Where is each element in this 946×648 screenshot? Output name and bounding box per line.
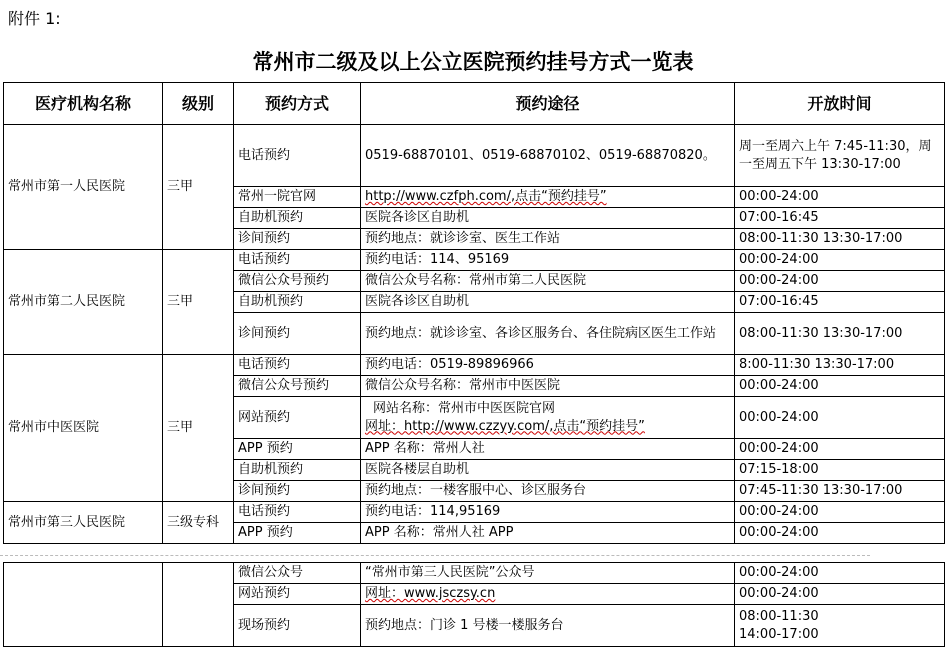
time-cell: 00:00-24:00 bbox=[735, 502, 945, 523]
table-row bbox=[4, 563, 945, 584]
time-cell: 00:00-24:00 bbox=[735, 271, 945, 292]
method-cell: 电话预约 bbox=[234, 250, 361, 271]
channel-cell: “常州市第三人民医院”公众号 bbox=[361, 563, 735, 584]
header-method: 预约方式 bbox=[234, 83, 361, 125]
method-cell: APP 预约 bbox=[234, 523, 361, 544]
table-row bbox=[4, 250, 945, 271]
header-channel: 预约途径 bbox=[361, 83, 735, 125]
channel-cell bbox=[361, 397, 735, 439]
hospital-name-cont bbox=[4, 563, 163, 647]
channel-cell: 预约地点：就诊诊室、医生工作站 bbox=[361, 229, 735, 250]
hospital-level: 三甲 bbox=[163, 125, 234, 250]
method-cell: 自助机预约 bbox=[234, 292, 361, 313]
time-cell: 07:15-18:00 bbox=[735, 460, 945, 481]
time-cell: 周一至周六上午 7:45-11:30，周一至周五下午 13:30-17:00 bbox=[735, 125, 945, 187]
hospital-level-cont bbox=[163, 563, 234, 647]
method-cell: 电话预约 bbox=[234, 355, 361, 376]
time-cell: 00:00-24:00 bbox=[735, 250, 945, 271]
website-url[interactable]: 网址：http://www.czzyy.com/,点击“预约挂号” bbox=[365, 418, 645, 434]
time-cell: 07:00-16:45 bbox=[735, 208, 945, 229]
channel-cell: 预约地点：门诊 1 号楼一楼服务台 bbox=[361, 605, 735, 647]
time-cell: 07:45-11:30 13:30-17:00 bbox=[735, 481, 945, 502]
channel-cell: 预约电话：114,95169 bbox=[361, 502, 735, 523]
channel-cell: 医院各诊区自助机 bbox=[361, 292, 735, 313]
time-cell bbox=[735, 605, 945, 647]
channel-cell: APP 名称：常州人社 APP bbox=[361, 523, 735, 544]
method-cell: 诊间预约 bbox=[234, 481, 361, 502]
method-cell: 微信公众号预约 bbox=[234, 376, 361, 397]
method-cell: 自助机预约 bbox=[234, 208, 361, 229]
website-link[interactable]: http://www.czfph.com/,点击“预约挂号” bbox=[365, 189, 607, 204]
method-cell: 微信公众号 bbox=[234, 563, 361, 584]
website-name: 网站名称：常州市中医医院官网 bbox=[373, 400, 556, 416]
time-cell: 00:00-24:00 bbox=[735, 376, 945, 397]
time-cell: 00:00-24:00 bbox=[735, 397, 945, 439]
channel-cell: 医院各诊区自助机 bbox=[361, 208, 735, 229]
method-cell: 常州一院官网 bbox=[234, 187, 361, 208]
method-cell: 现场预约 bbox=[234, 605, 361, 647]
appointment-table bbox=[3, 82, 945, 544]
time-cell: 08:00-11:30 13:30-17:00 bbox=[735, 313, 945, 355]
method-cell: 电话预约 bbox=[234, 502, 361, 523]
page-title: 常州市二级及以上公立医院预约挂号方式一览表 bbox=[252, 49, 694, 74]
header-time: 开放时间 bbox=[735, 83, 945, 125]
header-level: 级别 bbox=[163, 83, 234, 125]
method-cell: 自助机预约 bbox=[234, 460, 361, 481]
table-header-row bbox=[4, 83, 945, 125]
method-cell: 电话预约 bbox=[234, 125, 361, 187]
time-cell: 00:00-24:00 bbox=[735, 563, 945, 584]
method-cell: 网站预约 bbox=[234, 584, 361, 605]
method-cell: 诊间预约 bbox=[234, 313, 361, 355]
channel-cell: 预约电话：114、95169 bbox=[361, 250, 735, 271]
hospital-name: 常州市中医医院 bbox=[4, 355, 163, 502]
hospital-name: 常州市第三人民医院 bbox=[4, 502, 163, 544]
hospital-name: 常州市第一人民医院 bbox=[4, 125, 163, 250]
method-cell: 微信公众号预约 bbox=[234, 271, 361, 292]
time-afternoon: 14:00-17:00 bbox=[739, 626, 819, 642]
time-cell: 00:00-24:00 bbox=[735, 187, 945, 208]
table-row bbox=[4, 125, 945, 187]
page-break-line bbox=[0, 555, 870, 556]
time-cell: 08:00-11:30 13:30-17:00 bbox=[735, 229, 945, 250]
method-cell: 诊间预约 bbox=[234, 229, 361, 250]
time-cell: 07:00-16:45 bbox=[735, 292, 945, 313]
channel-cell: 微信公众号名称：常州市第二人民医院 bbox=[361, 271, 735, 292]
appointment-table-continued bbox=[3, 562, 945, 647]
channel-cell: 医院各楼层自助机 bbox=[361, 460, 735, 481]
table-row bbox=[4, 355, 945, 376]
time-cell: 00:00-24:00 bbox=[735, 439, 945, 460]
attachment-label: 附件 1: bbox=[8, 9, 61, 28]
time-cell: 00:00-24:00 bbox=[735, 584, 945, 605]
channel-cell: 预约地点：就诊诊室、各诊区服务台、各住院病区医生工作站 bbox=[361, 313, 735, 355]
hospital-level: 三级专科 bbox=[163, 502, 234, 544]
hospital-level: 三甲 bbox=[163, 250, 234, 355]
channel-cell: 预约电话：0519-89896966 bbox=[361, 355, 735, 376]
hospital-name: 常州市第二人民医院 bbox=[4, 250, 163, 355]
channel-cell: 0519-68870101、0519-68870102、0519-68870820。 bbox=[361, 125, 735, 187]
website-link[interactable]: 网址：www.jsczsy.cn bbox=[365, 586, 496, 601]
time-cell: 8:00-11:30 13:30-17:00 bbox=[735, 355, 945, 376]
channel-cell: 微信公众号名称：常州市中医医院 bbox=[361, 376, 735, 397]
channel-cell bbox=[361, 584, 735, 605]
time-morning: 08:00-11:30 bbox=[739, 608, 819, 624]
time-cell: 00:00-24:00 bbox=[735, 523, 945, 544]
table-row bbox=[4, 502, 945, 523]
channel-cell: 预约地点：一楼客服中心、诊区服务台 bbox=[361, 481, 735, 502]
header-name: 医疗机构名称 bbox=[4, 83, 163, 125]
method-cell: APP 预约 bbox=[234, 439, 361, 460]
channel-cell: APP 名称：常州人社 bbox=[361, 439, 735, 460]
hospital-level: 三甲 bbox=[163, 355, 234, 502]
method-cell: 网站预约 bbox=[234, 397, 361, 439]
channel-cell bbox=[361, 187, 735, 208]
